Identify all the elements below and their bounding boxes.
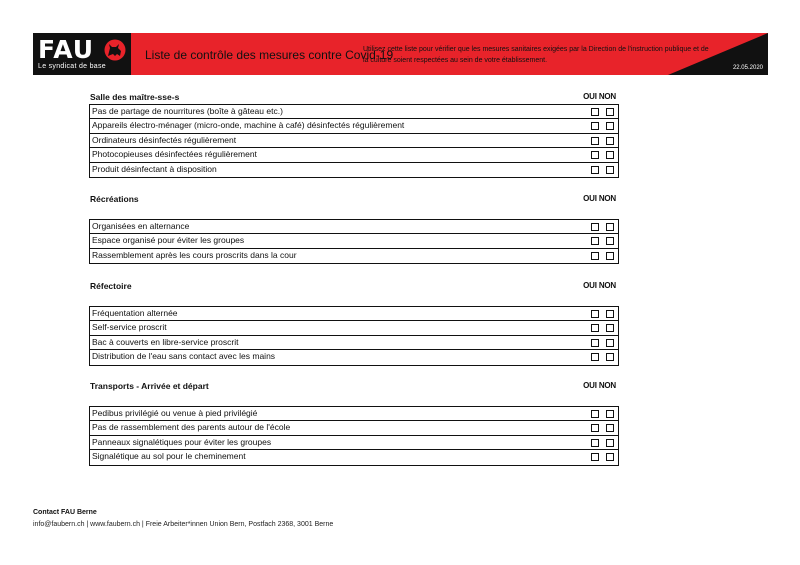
section-heading bbox=[90, 194, 618, 206]
checklist-table bbox=[89, 104, 619, 178]
non-checkbox[interactable] bbox=[606, 166, 614, 174]
section-title: Salle des maître-sse-s bbox=[90, 92, 180, 102]
checklist-row: Espace organisé pour éviter les groupes bbox=[90, 234, 618, 248]
oui-checkbox[interactable] bbox=[591, 137, 599, 145]
non-checkbox[interactable] bbox=[606, 237, 614, 245]
checklist-row: Bac à couverts en libre-service proscrit bbox=[90, 336, 618, 350]
non-checkbox[interactable] bbox=[606, 122, 614, 130]
oui-checkbox[interactable] bbox=[591, 166, 599, 174]
checklist-row: Pas de partage de nourritures (boîte à gâteau etc.) bbox=[90, 105, 618, 119]
section-heading bbox=[90, 281, 618, 293]
checklist-row: Panneaux signalétiques pour éviter les groupes bbox=[90, 436, 618, 450]
document-header bbox=[33, 33, 768, 75]
checklist-table bbox=[89, 219, 619, 264]
footer-contact-title: Contact FAU Berne bbox=[33, 509, 97, 516]
checklist-row: Rassemblement après les cours proscrits dans la cour bbox=[90, 249, 618, 263]
checklist-table bbox=[89, 406, 619, 466]
oui-checkbox[interactable] bbox=[591, 310, 599, 318]
checklist-row: Self-service proscrit bbox=[90, 321, 618, 335]
checklist-row: Fréquentation alternée bbox=[90, 307, 618, 321]
checklist-row: Appareils électro-ménager (micro-onde, machine à café) désinfectés régulièrement bbox=[90, 119, 618, 133]
non-checkbox[interactable] bbox=[606, 424, 614, 432]
oui-checkbox[interactable] bbox=[591, 324, 599, 332]
non-checkbox[interactable] bbox=[606, 439, 614, 447]
oui-checkbox[interactable] bbox=[591, 424, 599, 432]
non-checkbox[interactable] bbox=[606, 223, 614, 231]
non-checkbox[interactable] bbox=[606, 108, 614, 116]
checklist-row: Distribution de l'eau sans contact avec les mains bbox=[90, 350, 618, 364]
logo-tagline: Le syndicat de base bbox=[38, 63, 106, 70]
oui-checkbox[interactable] bbox=[591, 439, 599, 447]
document-date: 22.05.2020 bbox=[732, 65, 763, 71]
section-heading bbox=[90, 381, 618, 393]
document-title: Liste de contrôle des mesures contre Covid-19 bbox=[145, 48, 394, 62]
footer-contact-line: info@faubern.ch | www.faubern.ch | Freie Arbeiter*innen Union Bern, Postfach 2368, 3001 Berne bbox=[33, 521, 334, 528]
checklist-row: Produit désinfectant à disposition bbox=[90, 163, 618, 177]
oui-checkbox[interactable] bbox=[591, 252, 599, 260]
oui-checkbox[interactable] bbox=[591, 339, 599, 347]
checklist-row: Photocopieuses désinfectées régulièrement bbox=[90, 148, 618, 162]
oui-checkbox[interactable] bbox=[591, 237, 599, 245]
checklist-row: Signalétique au sol pour le cheminement bbox=[90, 450, 618, 464]
non-checkbox[interactable] bbox=[606, 353, 614, 361]
oui-checkbox[interactable] bbox=[591, 223, 599, 231]
logo-text: FAU bbox=[38, 35, 95, 64]
oui-checkbox[interactable] bbox=[591, 353, 599, 361]
section-heading bbox=[90, 92, 618, 104]
non-checkbox[interactable] bbox=[606, 137, 614, 145]
oui-checkbox[interactable] bbox=[591, 410, 599, 418]
section-title: Récréations bbox=[90, 194, 139, 204]
oui-non-header: OUI NON bbox=[583, 194, 616, 203]
oui-non-header: OUI NON bbox=[583, 92, 616, 101]
non-checkbox[interactable] bbox=[606, 310, 614, 318]
fau-logo bbox=[33, 33, 131, 75]
checklist-row: Organisées en alternance bbox=[90, 220, 618, 234]
checklist-table bbox=[89, 306, 619, 366]
section-title: Transports - Arrivée et départ bbox=[90, 381, 209, 391]
non-checkbox[interactable] bbox=[606, 324, 614, 332]
oui-checkbox[interactable] bbox=[591, 108, 599, 116]
oui-checkbox[interactable] bbox=[591, 151, 599, 159]
non-checkbox[interactable] bbox=[606, 410, 614, 418]
oui-non-header: OUI NON bbox=[583, 281, 616, 290]
checklist-row: Pedibus privilégié ou venue à pied privilégié bbox=[90, 407, 618, 421]
oui-checkbox[interactable] bbox=[591, 122, 599, 130]
section-title: Réfectoire bbox=[90, 281, 132, 291]
black-cat-icon bbox=[103, 39, 127, 61]
checklist-row: Ordinateurs désinfectés régulièrement bbox=[90, 134, 618, 148]
checklist-row: Pas de rassemblement des parents autour de l'école bbox=[90, 421, 618, 435]
non-checkbox[interactable] bbox=[606, 339, 614, 347]
document-intro: Utilisez cette liste pour vérifier que les mesures sanitaires exigées par la Direction de l'instruction publique et de la culture soient respectées au sein de votre établissement. bbox=[363, 46, 709, 64]
non-checkbox[interactable] bbox=[606, 151, 614, 159]
oui-checkbox[interactable] bbox=[591, 453, 599, 461]
non-checkbox[interactable] bbox=[606, 453, 614, 461]
non-checkbox[interactable] bbox=[606, 252, 614, 260]
oui-non-header: OUI NON bbox=[583, 381, 616, 390]
